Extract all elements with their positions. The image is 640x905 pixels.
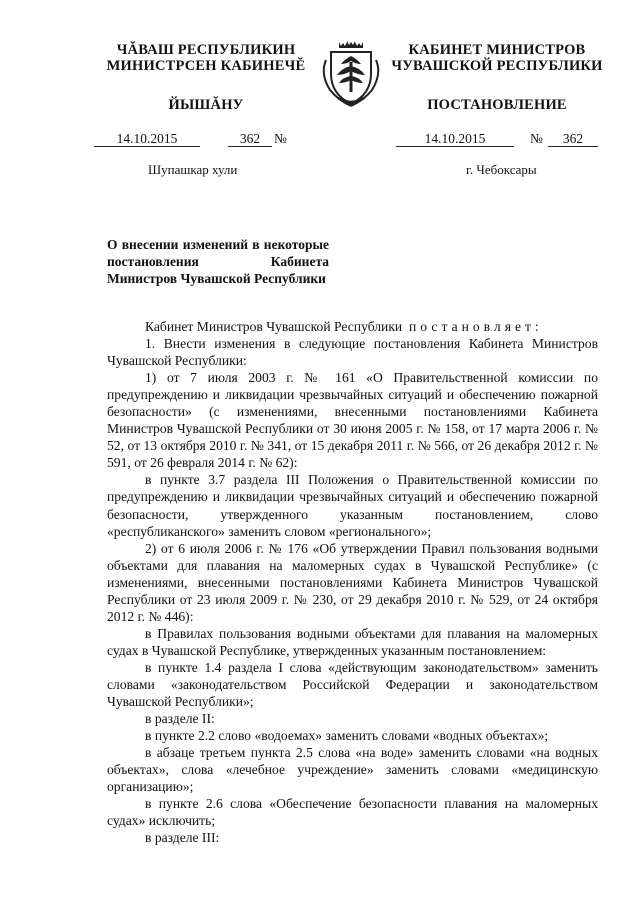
paragraph: 1) от 7 июля 2003 г. № 161 «О Правительственной комиссии по предупреждению и ликвидации чрезвычайных ситуаций и обеспечению пожарной безопасности» (с изменениями, внесенными постановлениями Кабинета Министров Чувашской Республики от 30 июня 2005 г. № 158, от 17 марта 2006 г. № 52, от 13 октября 2010 г. № 341, от 15 декабря 2011 г. № 566, от 26 декабря 2012 г. № 591, от 26 февраля 2014 г. № 62): xyxy=(107,370,598,471)
number-right: 362 xyxy=(548,131,598,147)
coat-of-arms-emblem-icon xyxy=(318,40,384,110)
header-right-line-1: КАБИНЕТ МИНИСТРОВ xyxy=(408,42,586,58)
paragraph: в разделе II: xyxy=(145,711,215,727)
intro-paragraph xyxy=(107,318,598,335)
doc-type-left: ЙЫШĂНУ xyxy=(168,97,244,113)
paragraph: в разделе III: xyxy=(145,830,220,846)
city-left: Шупашкар хули xyxy=(148,162,238,177)
paragraph: 1. Внести изменения в следующие постановления Кабинета Министров Чувашской Республики: xyxy=(107,336,598,369)
date-left: 14.10.2015 xyxy=(94,131,200,147)
document-body xyxy=(107,318,598,846)
paragraph: в пункте 2.6 слова «Обеспечение безопасности плавания на маломерных судах» исключить; xyxy=(107,796,598,829)
number-sign-left: № xyxy=(274,131,287,146)
paragraph: 2) от 6 июля 2006 г. № 176 «Об утверждении Правил пользования водными объектами для плавания на маломерных судах в Чувашской Республике» (с изменениями, внесенными постановлениями Кабинета Министров Чувашской Республики от 23 июля 2009 г. № 230, от 29 декабря 2010 г. № 529, от 24 октября 2012 г. № 446): xyxy=(107,540,598,624)
paragraph: в пункте 3.7 раздела III Положения о Правительственной комиссии по предупреждению и ликвидации чрезвычайных ситуаций и обеспечению пожарной безопасности, утвержденного указанным постановлением, слово «республиканского» заменить словом «регионального»; xyxy=(107,472,598,539)
city-right: г. Чебоксары xyxy=(466,162,537,177)
header-left xyxy=(96,42,316,74)
paragraph: в Правилах пользования водными объектами для плавания на маломерных судах в Чувашской Республике, утвержденных указанным постановлением: xyxy=(107,625,598,658)
paragraph: в пункте 2.2 слово «водоемах» заменить словами «водных объектах»; xyxy=(145,728,549,744)
paragraph: в абзаце третьем пункта 2.5 слова «на воде» заменить словами «на водных объектах», слова «лечебное учреждение» заменить словами «медицинскую организацию»; xyxy=(107,745,598,795)
doc-type-right: ПОСТАНОВЛЕНИЕ xyxy=(427,97,567,113)
paragraph: в пункте 1.4 раздела I слова «действующим законодательством» заменить словами «законодательством Российской Федерации и законодательством Чувашской Республики»; xyxy=(107,659,598,710)
number-sign-right: № xyxy=(530,131,543,146)
header-left-line-2: МИНИСТРСЕН КАБИНЕЧĔ xyxy=(106,58,306,74)
number-line-left xyxy=(94,131,334,147)
intro-subject: Кабинет Министров Чувашской Республики xyxy=(145,319,403,334)
document-title: О внесении изменений в некоторые постановления Кабинета Министров Чувашской Республики xyxy=(107,237,329,286)
date-right: 14.10.2015 xyxy=(396,131,514,147)
header-right-line-2: ЧУВАШСКОЙ РЕСПУБЛИКИ xyxy=(391,58,603,74)
number-line-right xyxy=(396,131,606,147)
number-left: 362 xyxy=(228,131,272,147)
intro-verb: постановляет: xyxy=(409,319,543,334)
header-left-line-1: ЧĂВАШ РЕСПУБЛИКИН xyxy=(116,42,296,58)
header-right xyxy=(388,42,606,74)
